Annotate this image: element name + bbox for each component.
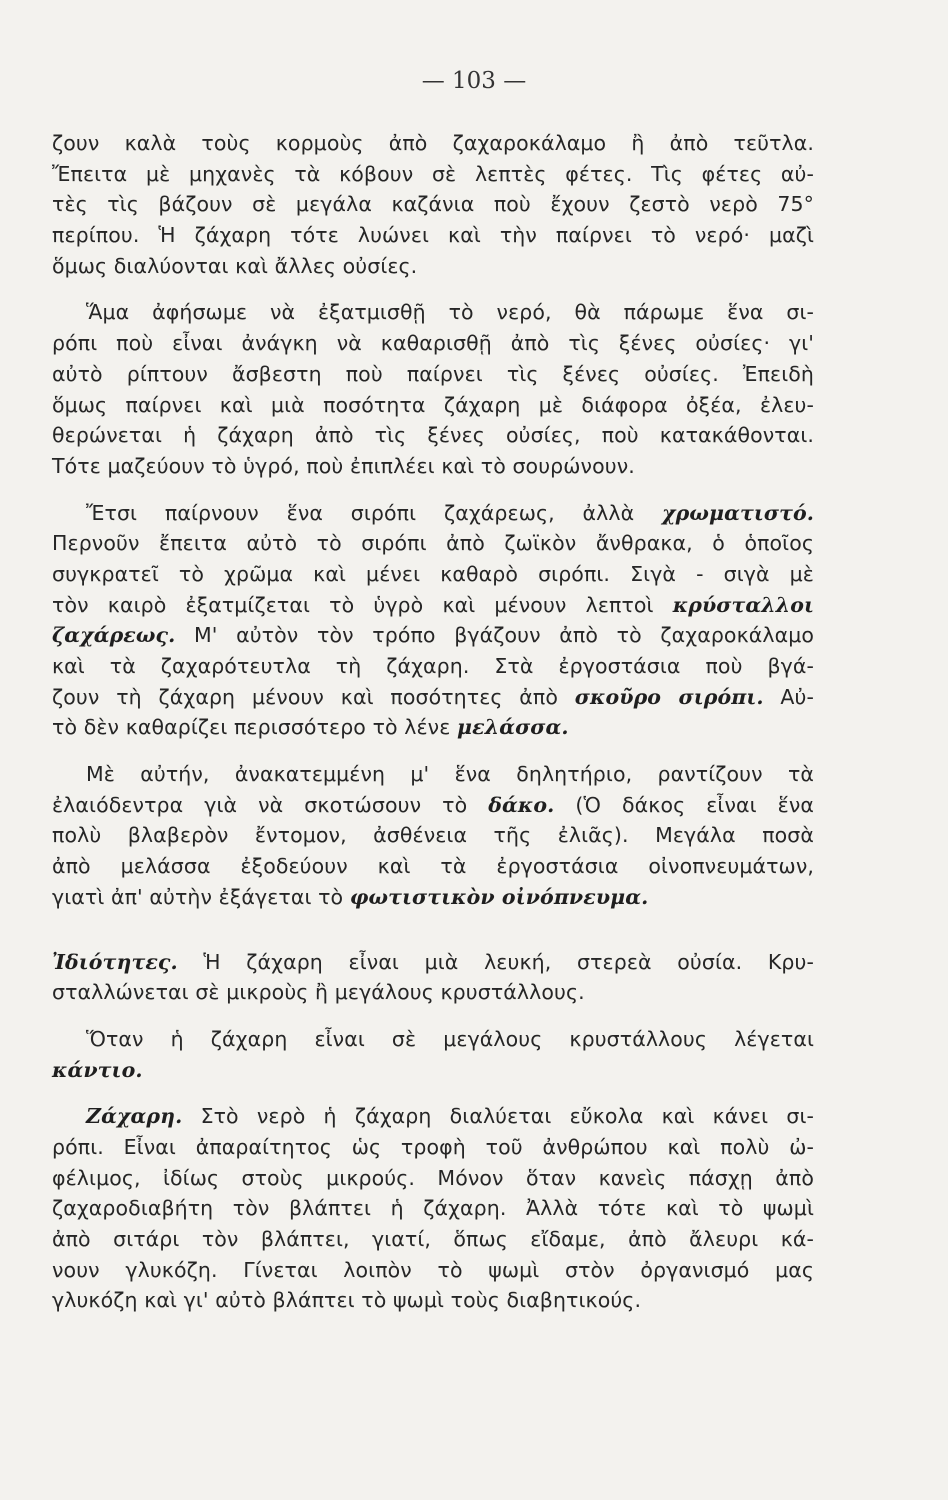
body-text [52, 128, 814, 1316]
text-line [52, 1101, 814, 1132]
text-fragment: Στὸ νερὸ ἡ ζάχαρη διαλύεται εὔκολα καὶ κάνει σι- [200, 1104, 814, 1129]
text-line: Ἅμα ἀφήσωμε νὰ ἐξατμισθῇ τὸ νερό, θὰ πάρωμε ἕνα σι- [86, 300, 814, 325]
text-line [52, 712, 814, 743]
text-line: γλυκόζη καὶ γι' αὐτὸ βλάπτει τὸ ψωμὶ τοὺς διαβητικούς. [52, 1288, 642, 1313]
emphasis-term: χρωματιστό. [662, 500, 814, 525]
text-line [52, 790, 814, 821]
text-line [52, 620, 814, 651]
text-line: αὐτὸ ρίπτουν ἄσβεστη ποὺ παίρνει τὶς ξένες οὐσίες. Ἐπειδὴ [52, 361, 814, 386]
text-fragment: τὸν καιρὸ ἐξατμίζεται τὸ ὑγρὸ καὶ μένουν λεπτοὶ [52, 592, 654, 617]
text-line [52, 682, 814, 713]
text-line: ὅμως παίρνει καὶ μιὰ ποσότητα ζάχαρη μὲ διάφορα ὀξέα, ἐλευ- [52, 392, 814, 417]
text-line: ἀπὸ σιτάρι τὸν βλάπτει, γιατί, ὅπως εἴδαμε, ἀπὸ ἄλευρι κά- [52, 1227, 814, 1251]
text-fragment: Ἡ ζάχαρη εἶναι μιὰ λευκή, στερεὰ οὐσία. Κρυ- [203, 949, 814, 974]
section-heading: Ζάχαρη. [86, 1104, 183, 1129]
emphasis-term: φωτιστικὸν οἰνόπνευμα. [349, 884, 649, 909]
text-fragment: (Ὁ δάκος εἶναι ἕνα [575, 792, 814, 817]
emphasis-term: δάκο. [488, 792, 555, 817]
page-number: — 103 — [421, 68, 527, 94]
text-fragment: ἐλαιόδεντρα γιὰ νὰ σκοτώσουν τὸ [52, 792, 468, 817]
text-fragment: ζουν τὴ ζάχαρη μένουν καὶ ποσότητες ἀπὸ [52, 684, 558, 709]
emphasis-term: μελάσσα. [457, 715, 569, 740]
emphasis-term: κάντιο. [52, 1057, 143, 1082]
text-line [52, 947, 814, 978]
text-fragment: Μ' αὐτὸν τὸν τρόπο βγάζουν ἀπὸ τὸ ζαχαροκάλαμο [193, 623, 814, 648]
text-line: ζαχαροδιαβήτη τὸν βλάπτει ἡ ζάχαρη. Ἀλλὰ τότε καὶ τὸ ψωμὶ [52, 1196, 814, 1221]
text-line: ὅμως διαλύονται καὶ ἄλλες οὐσίες. [52, 253, 418, 278]
text-fragment: Αὐ- [780, 684, 814, 709]
text-line [52, 498, 814, 529]
text-line: περίπου. Ἡ ζάχαρη τότε λυώνει καὶ τὴν παίρνει τὸ νερό· μαζὶ [52, 223, 814, 248]
text-line: ρόπι. Εἶναι ἀπαραίτητος ὡς τροφὴ τοῦ ἀνθρώπου καὶ πολὺ ὠ- [52, 1134, 814, 1159]
text-line: νουν γλυκόζη. Γίνεται λοιπὸν τὸ ψωμὶ στὸν ὀργανισμό μας [52, 1257, 814, 1282]
text-line: τὲς τὶς βάζουν σὲ μεγάλα καζάνια ποὺ ἔχουν ζεστὸ νερὸ 75° [52, 192, 814, 217]
text-line: σταλλώνεται σὲ μικροὺς ἢ μεγάλους κρυστάλλους. [52, 980, 585, 1005]
text-line: φέλιμος, ἰδίως στοὺς μικρούς. Μόνον ὅταν κανεὶς πάσχῃ ἀπὸ [52, 1165, 814, 1190]
text-line: ζουν καλὰ τοὺς κορμοὺς ἀπὸ ζαχαροκάλαμο ἢ ἀπὸ τεῦτλα. [52, 131, 814, 155]
text-line: θερώνεται ἡ ζάχαρη ἀπὸ τὶς ξένες οὐσίες, ποὺ κατακάθονται. [52, 423, 814, 448]
text-line: Ὅταν ἡ ζάχαρη εἶναι σὲ μεγάλους κρυστάλλους λέγεται [86, 1026, 814, 1051]
text-line: ἀπὸ μελάσσα ἐξοδεύουν καὶ τὰ ἐργοστάσια οἰνοπνευμάτων, [52, 854, 814, 879]
text-line [52, 882, 814, 913]
text-line: πολὺ βλαβερὸν ἔντομον, ἀσθένεια τῆς ἐλιᾶς). Μεγάλα ποσὰ [52, 823, 814, 848]
text-line: ρόπι ποὺ εἶναι ἀνάγκη νὰ καθαρισθῇ ἀπὸ τὶς ξένες οὐσίες· γι' [52, 331, 814, 356]
text-line: Ἔπειτα μὲ μηχανὲς τὰ κόβουν σὲ λεπτὲς φέτες. Τὶς φέτες αὐ- [52, 161, 814, 186]
text-line: Περνοῦν ἔπειτα αὐτὸ τὸ σιρόπι ἀπὸ ζωϊκὸν ἄνθρακα, ὁ ὁποῖος [52, 531, 814, 556]
text-fragment: γιατὶ ἀπ' αὐτὴν ἐξάγεται τὸ [52, 884, 344, 909]
emphasis-term: ζαχάρεως. [52, 623, 176, 648]
text-line: καὶ τὰ ζαχαρότευτλα τὴ ζάχαρη. Στὰ ἐργοστάσια ποὺ βγά- [52, 654, 814, 678]
text-fragment: Ἔτσι παίρνουν ἕνα σιρόπι ζαχάρεως, ἀλλὰ [86, 500, 635, 525]
text-line: συγκρατεῖ τὸ χρῶμα καὶ μένει καθαρὸ σιρόπι. Σιγὰ - σιγὰ μὲ [52, 561, 814, 586]
text-line: Μὲ αὐτήν, ἀνακατεμμένη μ' ἕνα δηλητήριο, ραντίζουν τὰ [86, 762, 814, 787]
text-line [52, 590, 814, 621]
text-line: Τότε μαζεύουν τὸ ὑγρό, ποὺ ἐπιπλέει καὶ τὸ σουρώνουν. [52, 453, 635, 478]
emphasis-term: σκοῦρο σιρόπι. [574, 684, 764, 709]
section-heading: Ἰδιότητες. [52, 949, 178, 974]
text-fragment: τὸ δὲν καθαρίζει περισσότερο τὸ λένε [52, 715, 451, 740]
emphasis-term: κρύσταλλοι [672, 592, 814, 617]
text-line [52, 1055, 814, 1086]
